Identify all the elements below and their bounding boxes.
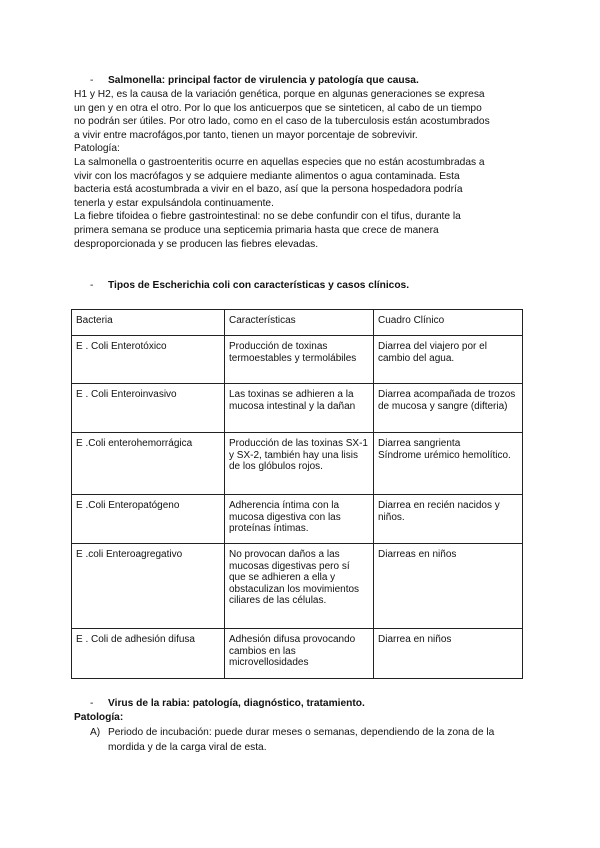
paragraph-line: bacteria está acostumbrada a vivir en el bazo, así que la persona hospedadora podría	[74, 184, 463, 196]
heading-text: Virus de la rabia: patología, diagnóstico, tratamiento.	[108, 698, 365, 709]
table-cell: No provocan daños a las mucosas digestivas pero sí que se adhieren a ella y obstaculizan los movimientos ciliares de las células.	[225, 544, 374, 629]
table-cell: Diarrea del viajero por el cambio del agua.	[374, 336, 523, 384]
bullet-dash: -	[90, 698, 94, 709]
table-row	[72, 544, 523, 629]
table-cell: Adhesión difusa provocando cambios en las microvellosidades	[225, 629, 374, 679]
table-cell: Las toxinas se adhieren a la mucosa intestinal y la dañan	[225, 384, 374, 433]
table-cell: E .Coli Enteropatógeno	[72, 495, 225, 544]
table-cell: E .coli Enteroagregativo	[72, 544, 225, 629]
table-row	[72, 384, 523, 433]
paragraph-line: La fiebre tifoidea o fiebre gastrointestinal: no se debe confundir con el tifus, durante la	[74, 211, 461, 223]
paragraph-line: primera semana se produce una septicemia primaria hasta que crece de manera	[74, 224, 439, 236]
heading-text: Salmonella: principal factor de virulencia y patología que causa.	[108, 75, 419, 86]
table-cell: Adherencia íntima con la mucosa digestiva con las proteínas íntimas.	[225, 495, 374, 544]
table-row	[72, 336, 523, 384]
table-cell: Diarrea en recién nacidos y niños.	[374, 495, 523, 544]
bullet-dash: -	[90, 280, 94, 291]
paragraph-line: tenerla y estar expulsándola continuamente.	[74, 197, 274, 209]
table-cell: Diarrea acompañada de trozos de mucosa y sangre (difteria)	[374, 384, 523, 433]
heading-text: Tipos de Escherichia coli con características y casos clínicos.	[108, 280, 410, 291]
table-cell: Diarrea sangrienta Síndrome urémico hemolítico.	[374, 433, 523, 495]
paragraph-line: no podrán ser útiles. Por otro lado, como en el caso de la tuberculosis están acostumbrados	[74, 116, 490, 128]
paragraph-line: a vivir entre macrofágos,por tanto, tienen un mayor porcentaje de sobrevivir.	[74, 129, 418, 141]
table-header-row	[72, 310, 523, 336]
patologia-subheading: Patología:	[74, 712, 124, 723]
table-row	[72, 629, 523, 679]
table-cell: E .Coli enterohemorrágica	[72, 433, 225, 495]
paragraph-line: H1 y H2, es la causa de la variación genética, porque en algunas generaciones se expresa	[74, 89, 485, 100]
table-cell: Producción de las toxinas SX-1 y SX-2, también hay una lisis de los glóbulos rojos.	[225, 433, 374, 495]
table-cell: Diarrea en niños	[374, 629, 523, 679]
paragraph-line: un gen y en otra el otro. Por lo que los anticuerpos que se sinteticen, al cabo de un tiempo	[74, 102, 482, 114]
table-cell: E . Coli Enteroinvasivo	[72, 384, 225, 433]
column-header-bacteria: Bacteria	[72, 310, 225, 336]
column-header-cuadro-clinico: Cuadro Clínico	[374, 310, 523, 336]
list-marker: A)	[90, 727, 101, 738]
paragraph-line: vivir con los macrófagos y se adquiere mediante alimentos o agua contaminada. Esta	[74, 170, 460, 182]
table-cell: Diarreas en niños	[374, 544, 523, 629]
list-item-text: Periodo de incubación: puede durar meses o semanas, dependiendo de la zona de la mordida y de la carga viral de esta.	[108, 727, 495, 753]
table-cell: E . Coli Enterotóxico	[72, 336, 225, 384]
table-row	[72, 495, 523, 544]
table-row	[72, 433, 523, 495]
salmonella-body	[74, 88, 534, 251]
column-header-caracteristicas: Características	[225, 310, 374, 336]
paragraph-line: Patología:	[74, 143, 120, 155]
table-cell: Producción de toxinas termoestables y termolábiles	[225, 336, 374, 384]
paragraph-line: desproporcionada y se producen las fiebres elevadas.	[74, 238, 319, 250]
table-cell: E . Coli de adhesión difusa	[72, 629, 225, 679]
ecoli-table	[71, 309, 523, 679]
paragraph-line: La salmonella o gastroenteritis ocurre en aquellas especies que no están acostumbradas a	[74, 156, 485, 168]
bullet-dash: -	[90, 75, 94, 86]
